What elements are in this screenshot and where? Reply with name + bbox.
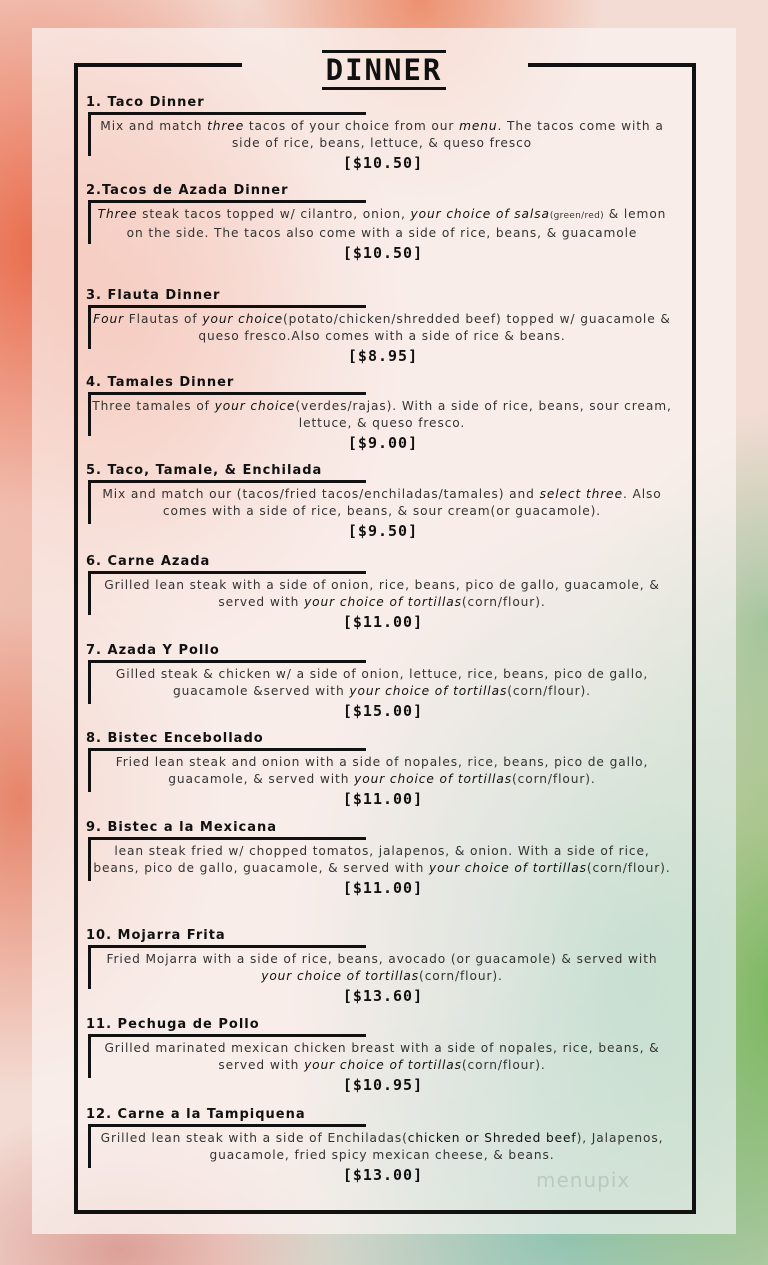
item-bracket xyxy=(88,571,366,615)
item-name: 7. Azada Y Pollo xyxy=(86,643,220,658)
item-bracket xyxy=(88,748,366,792)
item-bracket xyxy=(88,480,366,524)
item-bracket xyxy=(88,112,366,156)
item-price: [$13.60] xyxy=(342,987,424,1005)
frame-top-left-border xyxy=(74,63,242,67)
item-price: [$9.00] xyxy=(347,434,419,452)
menu-title: DINNER xyxy=(322,50,446,90)
item-price: [$10.95] xyxy=(342,1076,424,1094)
menu-item xyxy=(86,731,680,808)
item-name: 2.Tacos de Azada Dinner xyxy=(86,183,289,198)
item-bracket xyxy=(88,392,366,436)
item-price: [$15.00] xyxy=(342,702,424,720)
item-name: 6. Carne Azada xyxy=(86,554,211,569)
item-bracket xyxy=(88,837,366,881)
menu-item xyxy=(86,463,680,540)
menu-item xyxy=(86,288,680,365)
item-bracket xyxy=(88,660,366,704)
item-bracket xyxy=(88,1034,366,1078)
item-price: [$11.00] xyxy=(342,879,424,897)
menu-item xyxy=(86,183,680,262)
item-name: 8. Bistec Encebollado xyxy=(86,731,264,746)
item-bracket xyxy=(88,200,366,244)
item-name: 11. Pechuga de Pollo xyxy=(86,1017,260,1032)
item-name: 1. Taco Dinner xyxy=(86,95,205,110)
item-price: [$11.00] xyxy=(342,613,424,631)
item-description: lean steak fried w/ chopped tomatos, jalapenos, & onion. With a side of rice, beans, pico de gallo, guacamole, & served with your choice of tortillas(corn/flour). xyxy=(93,844,671,875)
item-description: Three steak tacos topped w/ cilantro, onion, your choice of salsa(green/red) & lemon on the side. The tacos also come with a side of rice, beans, & guacamole xyxy=(97,207,667,240)
item-price: [$10.50] xyxy=(342,244,424,262)
frame-bottom-border xyxy=(74,1210,696,1214)
menu-item xyxy=(86,375,680,452)
item-description: Grilled marinated mexican chicken breast with a side of nopales, rice, beans, & served with your choice of tortillas(corn/flour). xyxy=(104,1041,660,1072)
item-bracket xyxy=(88,305,366,349)
watermark: menupix xyxy=(536,1168,631,1192)
item-description: Mix and match our (tacos/fried tacos/enchiladas/tamales) and select three. Also comes with a side of rice, beans, & sour cream(or guacamole). xyxy=(102,487,662,518)
item-description: Gilled steak & chicken w/ a side of onion, lettuce, rice, beans, pico de gallo, guacamole &served with your choice of tortillas(corn/flour). xyxy=(115,667,649,698)
menu-item xyxy=(86,820,680,897)
item-description: Fried Mojarra with a side of rice, beans, avocado (or guacamole) & served with your choice of tortillas(corn/flour). xyxy=(106,952,658,983)
item-price: [$13.00] xyxy=(342,1166,424,1184)
frame-left-border xyxy=(74,63,78,1213)
menu-item xyxy=(86,554,680,631)
item-name: 12. Carne a la Tampiquena xyxy=(86,1107,306,1122)
frame-top-right-border xyxy=(528,63,696,67)
item-name: 5. Taco, Tamale, & Enchilada xyxy=(86,463,323,478)
item-name: 10. Mojarra Frita xyxy=(86,928,226,943)
item-description: Grilled lean steak with a side of onion, rice, beans, pico de gallo, guacamole, & served with your choice of tortillas(corn/flour). xyxy=(104,578,660,609)
item-description: Four Flautas of your choice(potato/chicken/shredded beef) topped w/ guacamole & queso fresco.Also comes with a side of rice & beans. xyxy=(93,312,671,343)
item-description: Three tamales of your choice(verdes/rajas). With a side of rice, beans, sour cream, lettuce, & queso fresco. xyxy=(92,399,672,430)
item-price: [$9.50] xyxy=(347,522,419,540)
frame-right-border xyxy=(692,63,696,1213)
item-price: [$11.00] xyxy=(342,790,424,808)
menu-item xyxy=(86,95,680,172)
menu-item xyxy=(86,643,680,720)
item-description: Grilled lean steak with a side of Enchiladas(chicken or Shreded beef), Jalapenos, guacamole, fried spicy mexican cheese, & beans. xyxy=(100,1131,664,1162)
item-bracket xyxy=(88,1124,366,1168)
menu-item xyxy=(86,928,680,1005)
item-price: [$10.50] xyxy=(342,154,424,172)
item-price: [$8.95] xyxy=(347,347,419,365)
menu-item xyxy=(86,1017,680,1094)
item-name: 9. Bistec a la Mexicana xyxy=(86,820,278,835)
item-name: 3. Flauta Dinner xyxy=(86,288,221,303)
item-description: Fried lean steak and onion with a side of nopales, rice, beans, pico de gallo, guacamole, & served with your choice of tortillas(corn/flour). xyxy=(115,755,649,786)
item-name: 4. Tamales Dinner xyxy=(86,375,235,390)
item-description: Mix and match three tacos of your choice from our menu. The tacos come with a side of rice, beans, lettuce, & queso fresco xyxy=(100,119,664,150)
item-bracket xyxy=(88,945,366,989)
